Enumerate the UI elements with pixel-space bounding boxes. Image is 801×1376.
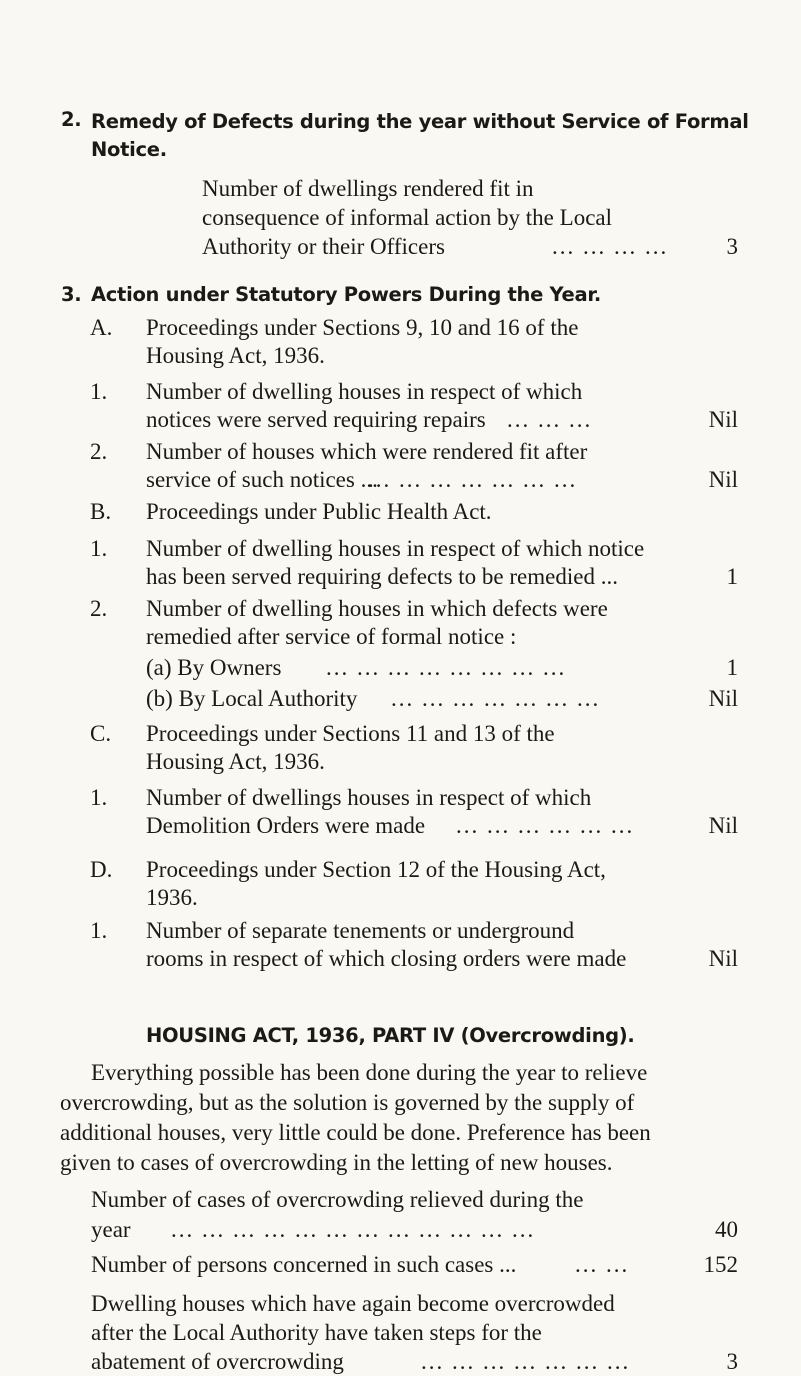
section-2-number: 2. [61, 108, 82, 131]
subsection-d-title: Proceedings under Section 12 of the Housing Act, 1936. [146, 857, 606, 910]
d-item-1: Number of separate tenements or underground rooms in respect of which closing orders were made Nil [146, 918, 738, 971]
b-item-2-number: 2. [90, 596, 108, 621]
a-item-1-value: Nil [708, 407, 738, 432]
para-line-4: given to cases of overcrowding in the letting of new houses. [60, 1150, 613, 1175]
section-2-line1: Number of dwellings rendered fit in [202, 176, 534, 201]
a-item-1: Number of dwelling houses in respect of which notices were served requiring repairs ... ... ... Nil [146, 379, 738, 432]
b-item-1: Number of dwelling houses in respect of which notice has been served requiring defects to be remedied ... 1 [146, 536, 738, 589]
b-subitem-b: (b) By Local Authority ... ... ... ... ... ... ... Nil [146, 686, 738, 711]
a-item-2-value: Nil [708, 467, 738, 492]
section-2-heading-line1: Remedy of Defects during the year without Service of Formal [91, 110, 749, 133]
section-2-line2: consequence of informal action by the Local [202, 205, 613, 230]
subsection-c-title: Proceedings under Sections 11 and 13 of the Housing Act, 1936. [146, 721, 555, 774]
section-2-heading [91, 108, 751, 164]
section-3-heading: Action under Statutory Powers During the Year. [91, 283, 601, 306]
c-item-1-value: Nil [708, 813, 738, 838]
section-2-value: 3 [726, 234, 738, 259]
section-2-line3: Authority or their Officers ... ... ... ... 3 [202, 234, 738, 259]
subsection-d-label: D. [90, 857, 113, 882]
a-item-1-number: 1. [90, 379, 108, 404]
stat-cases-relieved-value: 40 [715, 1217, 738, 1242]
d-item-1-number: 1. [90, 918, 108, 943]
b-item-2: Number of dwelling houses in which defects were remedied after service of formal notice : (a) By Owners ... ... ... ... ... ... ... ... 1 (b) By Local Authority ... ... ... ... ... ... ... Nil [146, 596, 738, 711]
subsection-a-title: Proceedings under Sections 9, 10 and 16 of the Housing Act, 1936. [146, 315, 579, 368]
b-subitem-a-value: 1 [726, 655, 738, 680]
section-2-heading-line2: Notice. [91, 138, 167, 161]
section-3-number: 3. [61, 283, 82, 306]
subsection-c-label: C. [90, 721, 112, 746]
para-line-2: overcrowding, but as the solution is governed by the supply of [60, 1090, 635, 1115]
stat-again-overcrowded-value: 3 [726, 1349, 738, 1374]
subsection-a-label: A. [90, 315, 113, 340]
b-subitem-b-value: Nil [708, 686, 738, 711]
c-item-1-number: 1. [90, 785, 108, 810]
stat-cases-relieved: Number of cases of overcrowding relieved during the year ... ... ... ... ... ... ... ... ... ... ... ... 40 [91, 1187, 738, 1242]
c-item-1: Number of dwellings houses in respect of which Demolition Orders were made ... ... ... ... ... ... Nil [146, 785, 738, 838]
subsection-b-title: Proceedings under Public Health Act. [146, 499, 492, 524]
b-subitem-a: (a) By Owners ... ... ... ... ... ... ... ... 1 [146, 655, 738, 680]
subsection-b-label: B. [90, 499, 112, 524]
stat-persons-concerned: Number of persons concerned in such cases ... ... ... 152 [91, 1252, 738, 1277]
b-item-1-value: 1 [726, 564, 738, 589]
para-line-3: additional houses, very little could be done. Preference has been [60, 1120, 651, 1145]
a-item-2: Number of houses which were rendered fit after service of such notices ... ... ... ... ... ... ... ... Nil [146, 439, 738, 492]
section-2-body [202, 175, 738, 261]
overcrowding-paragraph [60, 1059, 738, 1177]
stat-again-overcrowded: Dwelling houses which have again become overcrowded after the Local Authority have taken steps for the abatement of overcrowding ... ... ... ... ... ... ... 3 [91, 1291, 738, 1374]
para-line-1: Everything possible has been done during the year to relieve [91, 1060, 648, 1085]
overcrowding-heading: HOUSING ACT, 1936, PART IV (Overcrowding). [146, 1024, 635, 1047]
a-item-2-number: 2. [90, 439, 108, 464]
b-item-1-number: 1. [90, 536, 108, 561]
d-item-1-value: Nil [708, 946, 738, 971]
stat-persons-concerned-value: 152 [703, 1252, 738, 1277]
